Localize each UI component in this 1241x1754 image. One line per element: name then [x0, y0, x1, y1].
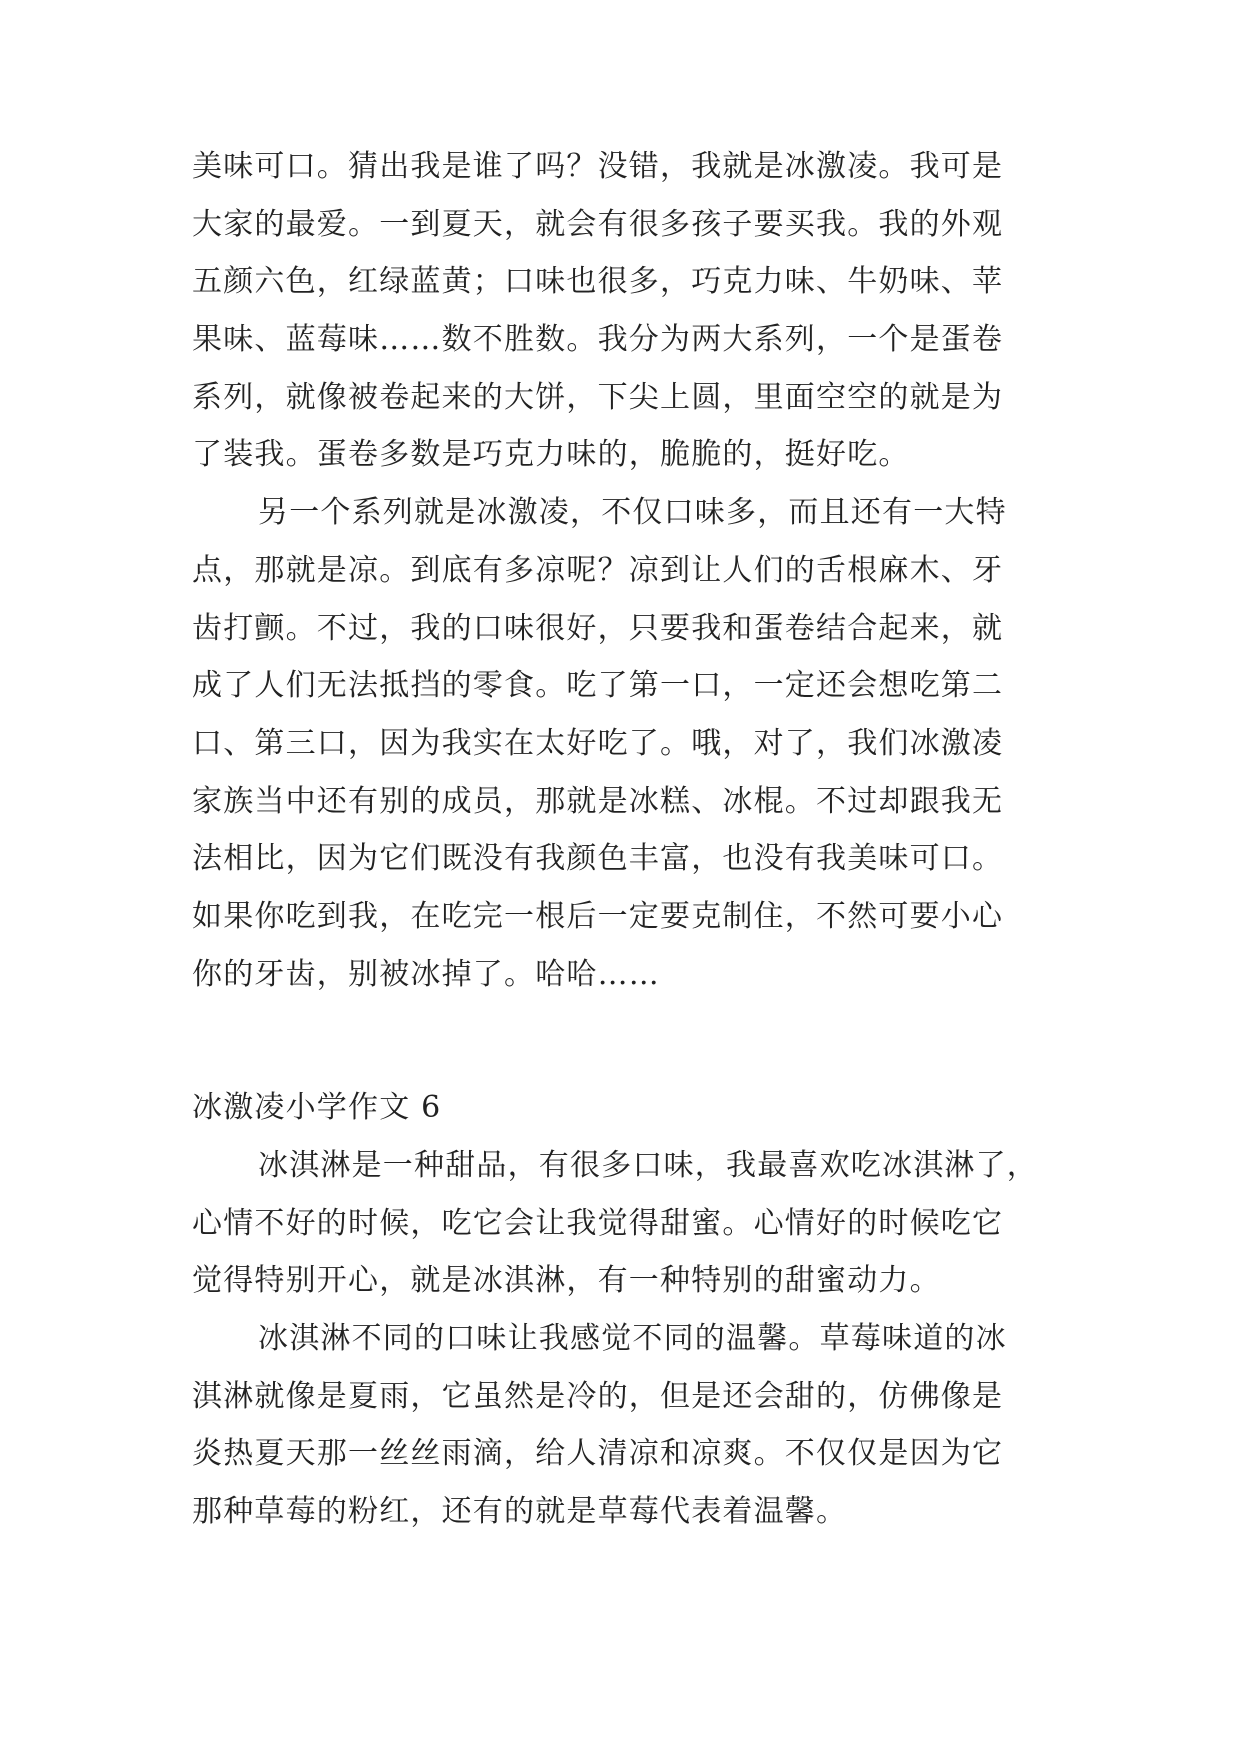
text-line: 口、第三口，因为我实在太好吃了。哦，对了，我们冰激凌 [192, 725, 1004, 761]
text-line: 你的牙齿，别被冰掉了。哈哈…… [192, 956, 660, 992]
text-line: 美味可口。猜出我是谁了吗？没错，我就是冰激凌。我可是 [192, 149, 1004, 184]
text-line: 心情不好的时候，吃它会让我觉得甜蜜。心情好的时候吃它 [192, 1205, 1004, 1241]
text-line: 齿打颤。不过，我的口味很好，只要我和蛋卷结合起来，就 [192, 610, 1004, 646]
text-line: 五颜六色，红绿蓝黄；口味也很多，巧克力味、牛奶味、苹 [192, 264, 1004, 300]
text-line: 系列，就像被卷起来的大饼，下尖上圆，里面空空的就是为 [192, 379, 1004, 415]
text-line: 家族当中还有别的成员，那就是冰糕、冰棍。不过却跟我无 [192, 783, 1004, 819]
essay-6-body [192, 1137, 1062, 1541]
text-line: 淇淋就像是夏雨，它虽然是冷的，但是还会甜的，仿佛像是 [192, 1378, 1004, 1414]
paragraph-first-line: 冰淇淋是一种甜品，有很多口味，我最喜欢吃冰淇淋了， [258, 1148, 1038, 1183]
text-line: 大家的最爱。一到夏天，就会有很多孩子要买我。我的外观 [192, 206, 1004, 242]
text-line: 如果你吃到我，在吃完一根后一定要克制住，不然可要小心 [192, 898, 1004, 934]
text-line: 了装我。蛋卷多数是巧克力味的，脆脆的，挺好吃。 [192, 437, 910, 473]
text-line: 觉得特别开心，就是冰淇淋，有一种特别的甜蜜动力。 [192, 1263, 941, 1299]
paragraph-first-line: 另一个系列就是冰激凌，不仅口味多，而且还有一大特 [258, 495, 1007, 531]
essay-heading: 冰激凌小学作文 6 [192, 1090, 442, 1125]
text-line: 果味、蓝莓味……数不胜数。我分为两大系列，一个是蛋卷 [192, 322, 1004, 358]
text-line: 法相比，因为它们既没有我颜色丰富，也没有我美味可口。 [192, 841, 1004, 877]
essay-continuation-body [192, 138, 1062, 1003]
text-line: 成了人们无法抵挡的零食。吃了第一口，一定还会想吃第二 [192, 668, 1004, 704]
text-line: 点，那就是凉。到底有多凉呢？凉到让人们的舌根麻木、牙 [192, 552, 1004, 588]
text-line: 炎热夏天那一丝丝雨滴，给人清凉和凉爽。不仅仅是因为它 [192, 1436, 1004, 1472]
paragraph-first-line: 冰淇淋不同的口味让我感觉不同的温馨。草莓味道的冰 [258, 1321, 1007, 1357]
text-line: 那种草莓的粉红，还有的就是草莓代表着温馨。 [192, 1494, 848, 1530]
